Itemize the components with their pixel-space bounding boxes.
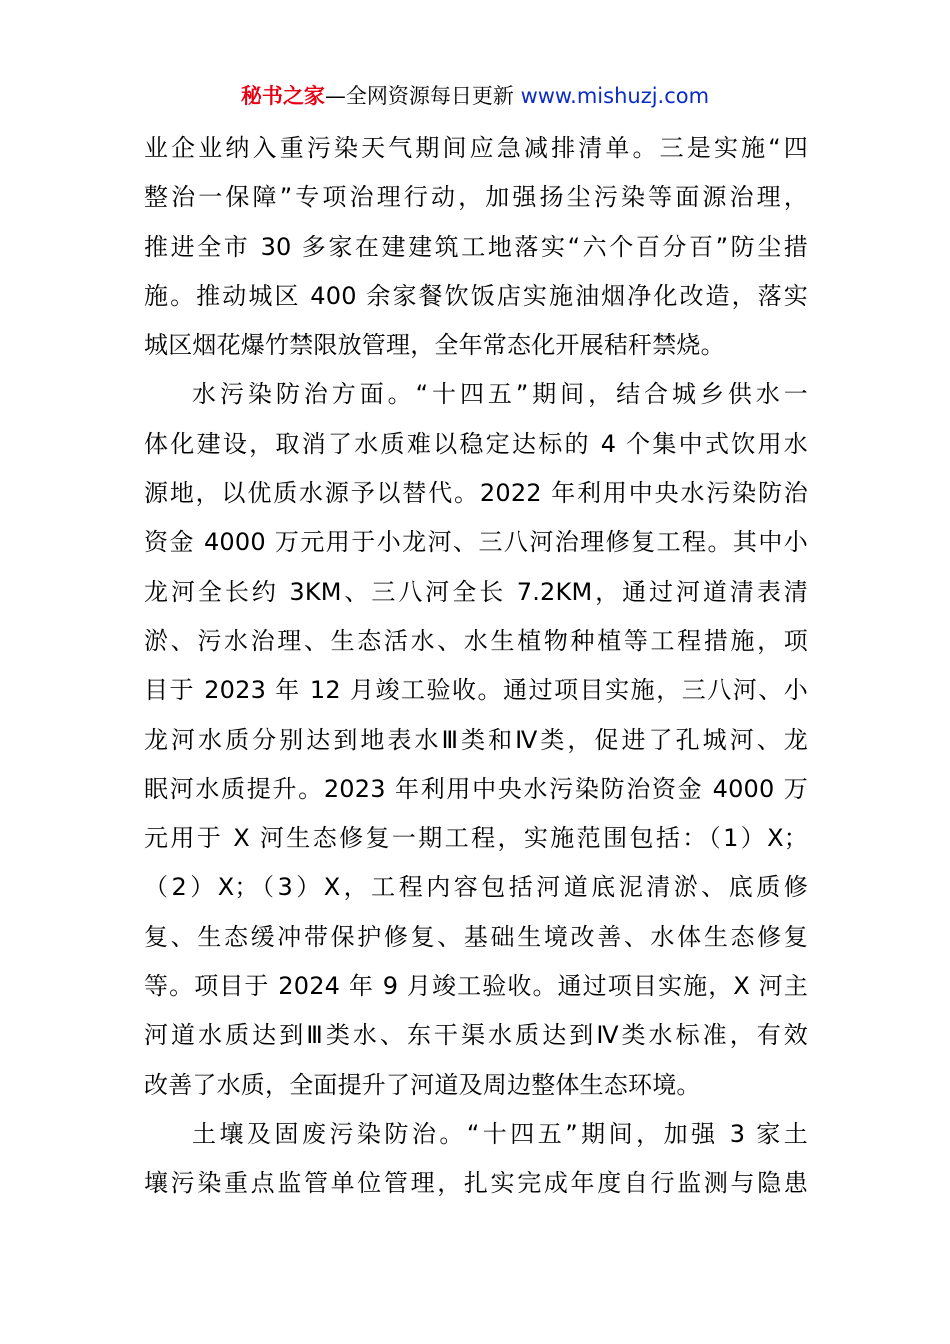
- text-line: 壤污染重点监管单位管理，扎实完成年度自行监测与隐患: [144, 1169, 808, 1198]
- text-line: 复、生态缓冲带保护修复、基础生境改善、水体生态修复: [144, 922, 808, 951]
- text-line: 目于 2023 年 12 月竣工验收。通过项目实施，三八河、小: [144, 676, 808, 705]
- text-line: 河道水质达到Ⅲ类水、东干渠水质达到Ⅳ类水标准，有效: [144, 1021, 808, 1050]
- header-tagline: —全网资源每日更新: [324, 84, 514, 108]
- text-line: 推进全市 30 多家在建建筑工地落实“六个百分百”防尘措: [144, 232, 808, 261]
- text-line: 施。推动城区 400 余家餐饮饭店实施油烟净化改造，落实: [144, 281, 808, 310]
- brand-name: 秘书之家: [240, 84, 325, 108]
- document-body: [144, 124, 808, 1209]
- text-line: 眠河水质提升。2023 年利用中央水污染防治资金 4000 万: [144, 774, 808, 803]
- site-url-link[interactable]: www.mishuzj.com: [520, 84, 710, 108]
- text-line: 整治一保障”专项治理行动，加强扬尘污染等面源治理，: [144, 183, 808, 212]
- text-line: 业企业纳入重污染天气期间应急减排清单。三是实施“四: [144, 134, 808, 162]
- text-line: 水污染防治方面。“十四五”期间，结合城乡供水一: [192, 380, 808, 409]
- page-header: [0, 80, 950, 112]
- text-line: 体化建设，取消了水质难以稳定达标的 4 个集中式饮用水: [144, 429, 808, 458]
- text-line: 源地，以优质水源予以替代。2022 年利用中央水污染防治: [144, 479, 808, 508]
- text-line: 龙河全长约 3KM、三八河全长 7.2KM，通过河道清表清: [144, 577, 808, 606]
- text-line: 淤、污水治理、生态活水、水生植物种植等工程措施，项: [144, 626, 808, 655]
- text-line: 城区烟花爆竹禁限放管理，全年常态化开展秸秆禁烧。: [144, 331, 725, 360]
- text-line: 改善了水质，全面提升了河道及周边整体生态环境。: [144, 1070, 701, 1099]
- text-line: 等。项目于 2024 年 9 月竣工验收。通过项目实施，X 河主: [144, 972, 808, 1001]
- text-line: 资金 4000 万元用于小龙河、三八河治理修复工程。其中小: [144, 528, 808, 557]
- text-line: （2）X；（3）X，工程内容包括河道底泥清淤、底质修: [144, 873, 808, 902]
- text-line: 元用于 X 河生态修复一期工程，实施范围包括：（1）X；: [144, 824, 808, 853]
- text-line: 土壤及固废污染防治。“十四五”期间，加强 3 家土: [192, 1119, 808, 1148]
- text-line: 龙河水质分别达到地表水Ⅲ类和Ⅳ类，促进了孔城河、龙: [144, 725, 808, 754]
